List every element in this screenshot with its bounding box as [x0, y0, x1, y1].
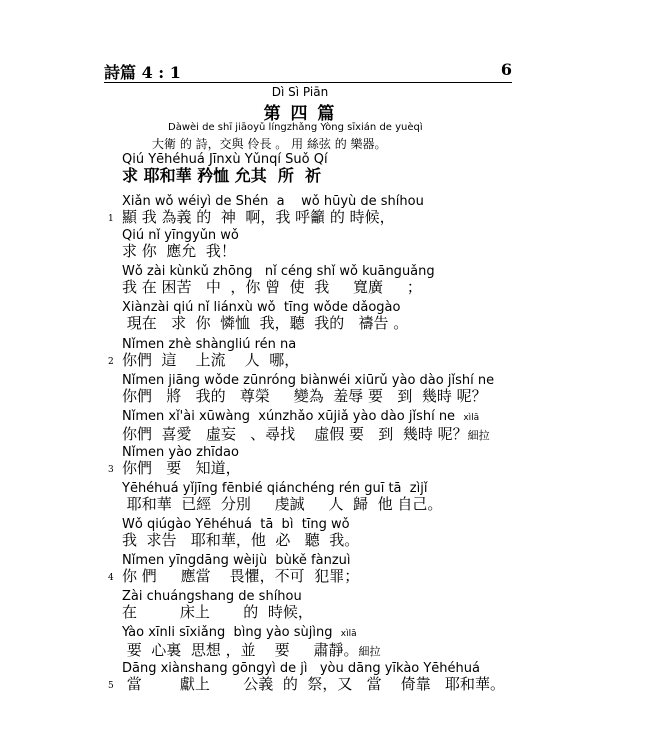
- chapter-pinyin: Dì Sì Piān: [271, 85, 329, 99]
- page-number: 6: [500, 60, 512, 79]
- selah-pinyin: xìlā: [463, 413, 480, 423]
- line-pinyin: Nǐmen zhè shàngliú rén na: [122, 337, 297, 352]
- line-text: 我 在 困苦 中 ，你 曾 使 我 寬廣 ；: [122, 278, 422, 296]
- verse-line: [122, 517, 522, 549]
- line-text: 你們 將 我的 尊榮 變為 羞辱 要 到 幾時 呢？: [122, 387, 487, 405]
- verse-line: [122, 228, 522, 260]
- verse-line: [122, 409, 522, 444]
- line-pinyin: Zài chuángshang de shíhou: [122, 589, 302, 604]
- line-pinyin: Dāng xiànshang gōngyì de jì yòu dāng yīkào Yēhéhuá: [122, 661, 480, 676]
- verse-line: [122, 589, 522, 621]
- line-text: 求 你 應允 我！: [122, 242, 236, 260]
- line-pinyin: Nǐmen yào zhīdao: [122, 445, 239, 460]
- line-text: 當 獻上 公義 的 祭，又 當 倚靠 耶和華。: [122, 675, 506, 693]
- psalm-title-pinyin: Qiú Yēhéhuá Jīnxù Yǔnqí Suǒ Qí: [122, 152, 328, 167]
- page-header: [104, 58, 512, 83]
- line-pinyin: Xiànzài qiú nǐ liánxù wǒ tīng wǒde dǎogào: [122, 300, 401, 315]
- verse-line: [122, 625, 522, 660]
- verse-line: [122, 481, 522, 513]
- line-text: 你們 這 上流 人 哪，: [122, 351, 300, 369]
- line-pinyin: Xiǎn wǒ wéiyì de Shén a wǒ hūyù de shíhou: [122, 194, 424, 209]
- line-text: 耶和華 已經 分別 虔誠 人 歸 他 自己。: [122, 495, 443, 513]
- verse-number: 2: [108, 357, 114, 367]
- line-pinyin: Nǐmen jiāng wǒde zūnróng biànwéi xiūrǔ yào dào jǐshí ne: [122, 373, 495, 388]
- line-pinyin: Yēhéhuá yǐjīng fēnbié qiánchéng rén guī tā zìjǐ: [122, 481, 428, 496]
- line-text: 在 床上 的 時候，: [122, 603, 313, 621]
- verse-number: 3: [108, 465, 114, 475]
- line-pinyin: Wǒ qiúgào Yēhéhuá tā bì tīng wǒ: [122, 517, 350, 532]
- line-text: 我 求告 耶和華，他 必 聽 我。: [122, 531, 360, 549]
- line-text: 顯 我 為義 的 神 啊，我 呼籲 的 時候，: [122, 208, 395, 226]
- line-pinyin: Yào xīnli sīxiǎng bìng yào sùjìng: [122, 625, 333, 640]
- line-text: 要 心裏 思想 ，並 要 肅靜。: [122, 641, 359, 659]
- line-text: 你 們 應當 畏懼，不可 犯罪；: [122, 567, 360, 585]
- verse-line: [108, 194, 522, 226]
- chapter-title: 第 四 篇: [263, 104, 337, 124]
- verse-line: [122, 373, 522, 405]
- line-pinyin: Nǐmen xǐ'ài xūwàng xúnzhǎo xūjiǎ yào dào jǐshí ne: [122, 409, 456, 424]
- line-pinyin: Nǐmen yīngdāng wèijù bùkě fànzuì: [122, 553, 351, 568]
- chapter-verse-reference: 詩篇 4 : 1: [104, 63, 181, 82]
- verse-line: [108, 661, 522, 693]
- line-text: 你們 要 知道，: [122, 459, 241, 477]
- verse-line: [108, 445, 522, 477]
- verse-number: 5: [108, 681, 114, 691]
- line-pinyin: Qiú nǐ yīngyǔn wǒ: [122, 228, 239, 243]
- line-text: 現在 求 你 憐恤 我，聽 我的 禱告 。: [122, 314, 409, 332]
- superscription-text: 大衛 的 詩，交與 伶長 。 用 絲弦 的 樂器。: [152, 137, 387, 151]
- psalm-title-text: 求 耶和華 矜恤 允其 所 祈: [122, 166, 321, 185]
- line-pinyin: Wǒ zài kùnkǔ zhōng nǐ céng shǐ wǒ kuānguǎng: [122, 264, 435, 279]
- verse-number: 4: [108, 573, 114, 583]
- selah-pinyin: xìlā: [340, 629, 357, 639]
- verse-line: [108, 553, 522, 585]
- psalm-title-stanza: [122, 152, 522, 184]
- selah-text: 細拉: [358, 645, 381, 658]
- verse-line: [122, 264, 522, 296]
- verse-line: [122, 300, 522, 332]
- verse-line: [108, 337, 522, 369]
- selah-text: 細拉: [467, 429, 490, 442]
- verse-number: 1: [108, 214, 114, 224]
- superscription-pinyin: Dàwèi de shī jiāoyǔ língzhǎng Yòng sīxián de yuèqì: [168, 122, 423, 133]
- line-text: 你們 喜愛 虛妄 、尋找 虛假 要 到 幾時 呢？: [122, 425, 468, 443]
